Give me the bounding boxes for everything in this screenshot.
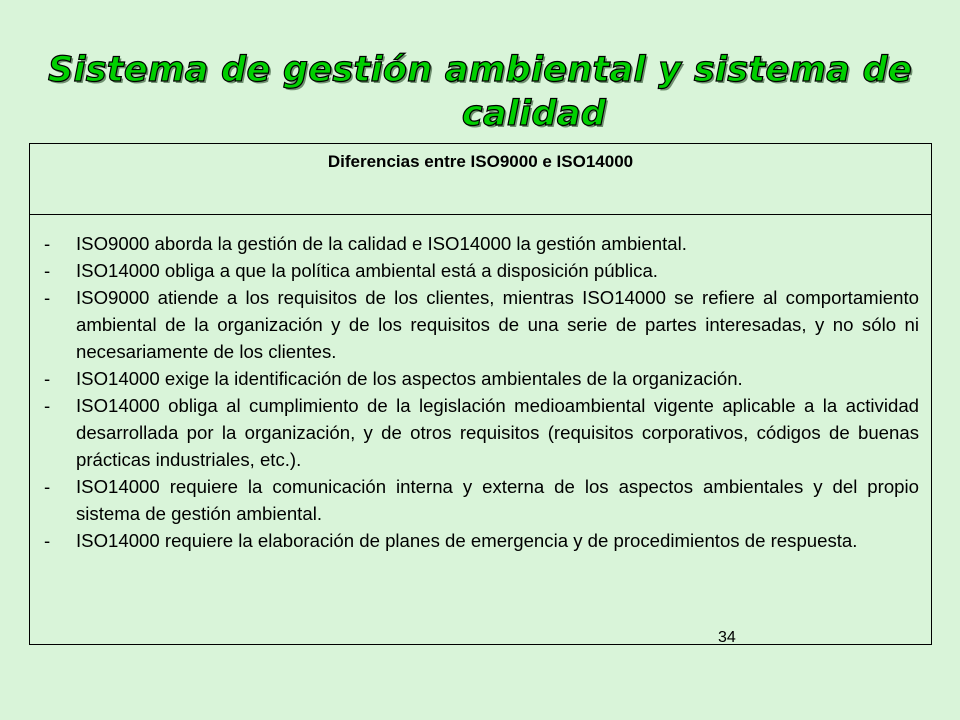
list-item-text: ISO9000 atiende a los requisitos de los clientes, mientras ISO14000 se refiere al comportamiento ambiental de la organización y de los requisitos de una serie de partes interesadas, y no sólo ni necesariamente de los clientes.	[76, 287, 919, 362]
differences-table	[29, 143, 932, 645]
list-item	[44, 365, 919, 392]
list-item-text: ISO14000 obliga a que la política ambiental está a disposición pública.	[76, 260, 658, 281]
page-number: 34	[718, 629, 736, 646]
bullet-dash: -	[44, 368, 51, 389]
slide-title-line-2: calidad	[461, 94, 607, 134]
slide-title	[0, 48, 960, 136]
list-item	[44, 257, 919, 284]
slide-title-line-1: Sistema de gestión ambiental y sistema de	[47, 50, 913, 90]
list-item-text: ISO14000 obliga al cumplimiento de la legislación medioambiental vigente aplicable a la actividad desarrollada por la organización, y de otros requisitos (requisitos corporativos, códigos de buenas prácticas industriales, etc.).	[76, 395, 919, 470]
bullet-dash: -	[44, 287, 51, 308]
list-item	[44, 284, 919, 365]
table-header: Diferencias entre ISO9000 e ISO14000	[30, 144, 931, 215]
list-item-text: ISO14000 requiere la comunicación interna y externa de los aspectos ambientales y del propio sistema de gestión ambiental.	[76, 476, 919, 524]
list-item-text: ISO14000 requiere la elaboración de planes de emergencia y de procedimientos de respuesta.	[76, 530, 858, 551]
bullet-dash: -	[44, 476, 51, 497]
list-item-text: ISO9000 aborda la gestión de la calidad e ISO14000 la gestión ambiental.	[76, 233, 687, 254]
list-item	[44, 473, 919, 527]
bullet-dash: -	[44, 260, 51, 281]
list-item-text: ISO14000 exige la identificación de los aspectos ambientales de la organización.	[76, 368, 743, 389]
list-item	[44, 527, 919, 554]
list-item	[44, 230, 919, 257]
list-item	[44, 392, 919, 473]
bullet-dash: -	[44, 395, 51, 416]
bullet-dash: -	[44, 233, 51, 254]
bullet-dash: -	[44, 530, 51, 551]
differences-list	[30, 215, 931, 554]
